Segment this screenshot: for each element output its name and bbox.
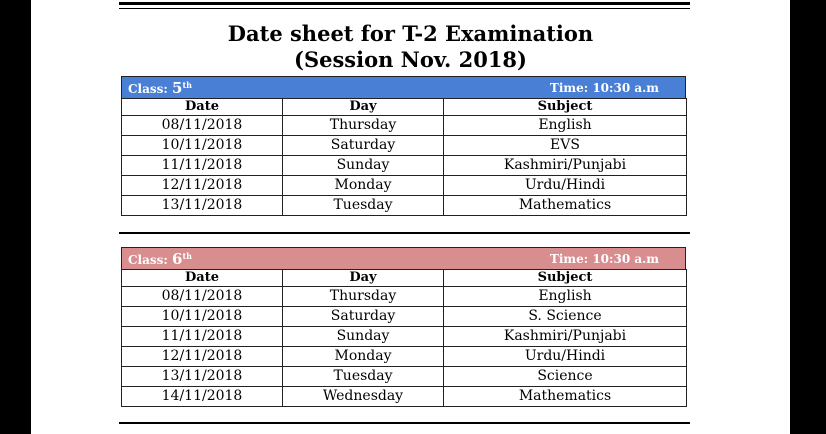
subject-cell: Urdu/Hindi (444, 176, 687, 196)
date-sheet-page (31, 0, 790, 434)
class-5-time: Time: 10:30 a.m (549, 80, 659, 95)
subject-cell: EVS (444, 136, 687, 156)
day-cell: Thursday (283, 116, 444, 136)
date-cell: 13/11/2018 (122, 196, 283, 216)
table-row (122, 287, 687, 307)
top-rule-thin (119, 8, 690, 9)
date-cell: 10/11/2018 (122, 136, 283, 156)
date-cell: 11/11/2018 (122, 327, 283, 347)
column-header-date: Date (122, 270, 283, 287)
table-row (122, 327, 687, 347)
class-6-table (121, 269, 687, 407)
class-5-table (121, 98, 687, 216)
day-cell: Saturday (283, 307, 444, 327)
date-cell: 12/11/2018 (122, 176, 283, 196)
date-cell: 11/11/2018 (122, 156, 283, 176)
column-header-day: Day (283, 270, 444, 287)
class-5-header-band (121, 76, 686, 98)
subject-cell: English (444, 116, 687, 136)
page-title: Date sheet for T-2 Examination (227, 21, 594, 46)
table-header-row (122, 270, 687, 287)
subject-cell: Kashmiri/Punjabi (444, 327, 687, 347)
date-cell: 08/11/2018 (122, 287, 283, 307)
date-cell: 12/11/2018 (122, 347, 283, 367)
top-rule-thick (119, 2, 690, 5)
class-5-schedule (121, 76, 686, 216)
column-header-day: Day (283, 99, 444, 116)
table-row (122, 136, 687, 156)
subject-cell: English (444, 287, 687, 307)
table-row (122, 156, 687, 176)
class-6-time: Time: 10:30 a.m (549, 251, 659, 266)
day-cell: Sunday (283, 156, 444, 176)
subject-cell: Science (444, 367, 687, 387)
date-cell: 08/11/2018 (122, 116, 283, 136)
day-cell: Monday (283, 176, 444, 196)
column-header-date: Date (122, 99, 283, 116)
section-divider (119, 232, 690, 234)
table-row (122, 387, 687, 407)
subject-cell: Mathematics (444, 196, 687, 216)
subject-cell: Urdu/Hindi (444, 347, 687, 367)
table-row (122, 347, 687, 367)
subject-cell: S. Science (444, 307, 687, 327)
table-header-row (122, 99, 687, 116)
column-header-subject: Subject (444, 270, 687, 287)
day-cell: Monday (283, 347, 444, 367)
table-row (122, 196, 687, 216)
date-cell: 14/11/2018 (122, 387, 283, 407)
day-cell: Wednesday (283, 387, 444, 407)
date-cell: 10/11/2018 (122, 307, 283, 327)
subject-cell: Kashmiri/Punjabi (444, 156, 687, 176)
class-6-label: Class: 6th (128, 249, 192, 268)
day-cell: Sunday (283, 327, 444, 347)
page-subtitle: (Session Nov. 2018) (294, 47, 527, 72)
day-cell: Saturday (283, 136, 444, 156)
column-header-subject: Subject (444, 99, 687, 116)
subject-cell: Mathematics (444, 387, 687, 407)
date-cell: 13/11/2018 (122, 367, 283, 387)
class-5-label: Class: 5th (128, 78, 192, 97)
class-6-header-band (121, 247, 686, 269)
bottom-rule (119, 422, 690, 424)
day-cell: Thursday (283, 287, 444, 307)
table-row (122, 367, 687, 387)
day-cell: Tuesday (283, 196, 444, 216)
table-row (122, 116, 687, 136)
table-row (122, 176, 687, 196)
class-6-schedule (121, 247, 686, 407)
day-cell: Tuesday (283, 367, 444, 387)
table-row (122, 307, 687, 327)
